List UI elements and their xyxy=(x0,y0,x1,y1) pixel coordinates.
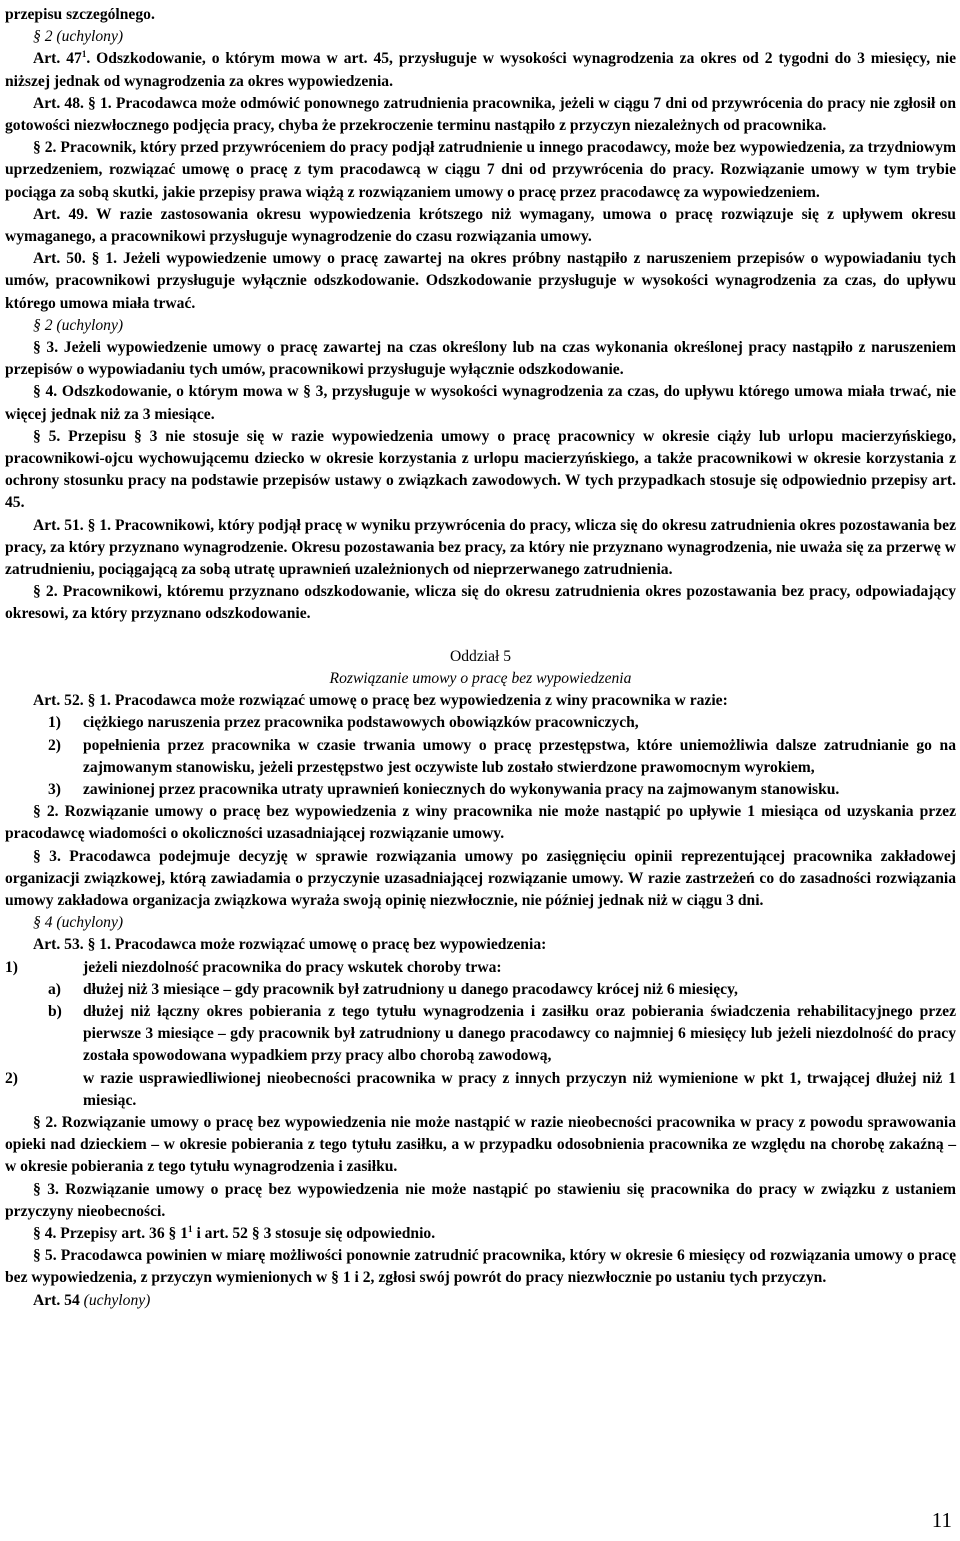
list-marker: b) xyxy=(48,1002,62,1020)
section-subheading: Rozwiązanie umowy o pracę bez wypowiedzenia xyxy=(329,669,632,687)
article-text: § 4. Przepisy art. 36 § 1 xyxy=(33,1224,189,1242)
list-marker: 3) xyxy=(48,780,61,798)
article-50-5: § 5. Przepisu § 3 nie stosuje się w razie wypowiedzenia umowy o pracę pracownicy w okresie ciąży lub urlopu macierzyńskiego, pracownikowi-ojcu wychowującemu dziecko w okresie korzystania z urlopu macierzyńskiego, a także pracownikowi w okresie korzystania z ochrony stosunku pracy na podstawie przepisów ustawy o związkach zawodowych. W tych przypadkach stosuje się odpowiednio przepisy art. 45. xyxy=(5,427,956,512)
section-heading: Oddział 5 xyxy=(449,647,512,665)
list-item xyxy=(5,779,956,801)
list-item-text: w razie usprawiedliwionej nieobecności pracownika w pracy z innych przyczyn niż wymienione w pkt 1, trwającej dłużej niż 1 miesiąc. xyxy=(83,1069,956,1109)
article-48-2: § 2. Pracownik, który przed przywróceniem do pracy podjął zatrudnienie u innego pracodawcy, może bez wypowiedzenia, za trzydniowym uprzedzeniem, rozwiązać umowę o pracę z tym pracodawcą w ciągu 7 dni od przywrócenia do pracy. Rozwiązanie umowy w tym trybie pociąga za sobą skutki, jakie przepisy prawa wiążą z rozwiązaniem umowy o pracę przez pracodawcę za wypowiedzeniem. xyxy=(5,139,956,201)
article-51-1: Art. 51. § 1. Pracownikowi, który podjął pracę w wyniku przywrócenia do pracy, wlicza się do okresu zatrudnienia okres pozostawania bez pracy, za który przyznano wynagrodzenie. Okresu pozostawania bez pracy, za który nie przyznano wynagrodzenia, nie uważa się za przerwę w zatrudnieniu, pociągającą za sobą utratę uprawnień uzależnionych od nieprzerwanego zatrudnienia. xyxy=(5,516,956,579)
article-54 xyxy=(5,1290,956,1312)
article-50-3: § 3. Jeżeli wypowiedzenie umowy o pracę zawartej na czas określony lub na czas wykonania określonej pracy nastąpiło z naruszeniem przepisów o wypowiadaniu tych umów, pracownikowi przysługuje wyłącznie odszkodowanie. xyxy=(5,339,956,379)
article-label: Art. 47 xyxy=(33,50,82,68)
article-51-2: § 2. Pracownikowi, któremu przyznano odszkodowanie, wlicza się do okresu zatrudnienia okres pozostawania bez pracy, odpowiadający okresowi, za który przyznano odszkodowanie. xyxy=(5,583,956,623)
list-item-text: dłużej niż 3 miesiące – gdy pracownik był zatrudniony u danego pracodawcy krócej niż 6 miesięcy, xyxy=(83,980,738,998)
list-item xyxy=(5,712,956,734)
paragraph-repealed: § 2 (uchylony) xyxy=(33,28,124,46)
article-label: Art. 54 xyxy=(33,1291,80,1309)
article-53-1: Art. 53. § 1. Pracodawca może rozwiązać umowę o pracę bez wypowiedzenia: xyxy=(33,936,547,954)
article-52-list xyxy=(5,712,956,801)
article-52-1: Art. 52. § 1. Pracodawca może rozwiązać umowę o pracę bez wypowiedzenia z winy pracownika w razie: xyxy=(33,692,728,710)
list-item-text: popełnienia przez pracownika w czasie trwania umowy o pracę przestępstwa, które uniemożliwia dalsze zatrudnianie go na zajmowanym stanowisku, jeżeli przestępstwo jest oczywiste lub zostało stwierdzone prawomocnym wyrokiem, xyxy=(83,736,956,776)
list-item xyxy=(5,1001,956,1068)
list-item xyxy=(5,1068,956,1112)
article-text: . Odszkodowanie, o którym mowa w art. 45, przysługuje w wysokości wynagrodzenia za okres od 2 tygodni do 3 miesięcy, nie niższej jednak od wynagrodzenia za okres wypowiedzenia. xyxy=(5,50,956,90)
list-item-text: dłużej niż łączny okres pobierania z tego tytułu wynagrodzenia i zasiłku oraz pobierania świadczenia rehabilitacyjnego przez pierwsze 3 miesiące – gdy pracownik był zatrudniony u danego pracodawcy co najmniej 6 miesięcy lub jeżeli niezdolność do pracy została spowodowana wypadkiem przy pracy albo chorobą zawodową, xyxy=(83,1002,956,1065)
article-53-sublist xyxy=(5,979,956,1068)
page-number: 11 xyxy=(931,1508,952,1532)
list-marker: a) xyxy=(48,980,61,998)
article-53-4 xyxy=(5,1223,956,1245)
article-53-5: § 5. Pracodawca powinien w miarę możliwości ponownie zatrudnić pracownika, który w okresie 6 miesięcy od rozwiązania umowy o pracę bez wypowiedzenia, z przyczyn wymienionych w § 1 i 2, zgłosi swój powrót do pracy niezwłocznie po ustaniu tych przyczyn. xyxy=(5,1247,956,1287)
article-53-2: § 2. Rozwiązanie umowy o pracę bez wypowiedzenia nie może nastąpić w razie nieobecności pracownika w pracy z powodu sprawowania opieki nad dzieckiem – w okresie pobierania z tego tytułu zasiłku, a w przypadku odosobnienia pracownika ze względu na chorobę zakaźną – w okresie pobierania z tego tytułu wynagrodzenia i zasiłku. xyxy=(5,1113,956,1176)
article-52-2: § 2. Rozwiązanie umowy o pracę bez wypowiedzenia z winy pracownika nie może nastąpić po upływie 1 miesiąca od uzyskania przez pracodawcę wiadomości o okoliczności uzasadniającej rozwiązanie umowy. xyxy=(5,803,956,843)
superscript: 1 xyxy=(188,1223,193,1234)
list-item-text: jeżeli niezdolność pracownika do pracy wskutek choroby trwa: xyxy=(83,958,502,976)
list-marker: 1) xyxy=(48,714,61,732)
article-47-1 xyxy=(5,48,956,92)
list-marker: 1) xyxy=(5,958,18,976)
article-50-2-repealed: § 2 (uchylony) xyxy=(33,316,124,334)
list-item-text: ciężkiego naruszenia przez pracownika podstawowych obowiązków pracowniczych, xyxy=(83,714,639,732)
article-53-list-cont xyxy=(5,1068,956,1112)
list-marker: 2) xyxy=(5,1069,18,1087)
article-text: i art. 52 § 3 stosuje się odpowiednio. xyxy=(192,1224,436,1242)
article-50-1: Art. 50. § 1. Jeżeli wypowiedzenie umowy o pracę zawartej na okres próbny nastąpiło z naruszeniem przepisów o wypowiadaniu tych umów, pracownikowi przysługuje wyłącznie odszkodowanie. Odszkodowanie przysługuje w wysokości wynagrodzenia za czas, do upływu którego umowa miała trwać. xyxy=(5,250,956,312)
list-item xyxy=(5,735,956,779)
article-49: Art. 49. W razie zastosowania okresu wypowiedzenia krótszego niż wymagany, umowa o pracę rozwiązuje się z upływem okresu wymaganego, a pracownikowi przysługuje wynagrodzenie do czasu rozwiązania umowy. xyxy=(5,205,956,246)
article-52-3: § 3. Pracodawca podejmuje decyzję w sprawie rozwiązania umowy po zasięgnięciu opinii reprezentującej pracownika zakładowej organizacji związkowej, którą zawiadamia o przyczynie uzasadniającej rozwiązanie umowy. W razie zastrzeżeń co do zasadności rozwiązania umowy zakładowa organizacja związkowa wyraża swoją opinię niezwłocznie, nie później jednak niż w ciągu 3 dni. xyxy=(5,847,956,909)
article-48-1: Art. 48. § 1. Pracodawca może odmówić ponownego zatrudnienia pracownika, jeżeli w ciągu 7 dni od przywrócenia do pracy nie zgłosił on gotowości niezwłocznego podjęcia pracy, chyba że przekroczenie terminu nastąpiło z przyczyn niezależnych od pracownika. xyxy=(5,94,956,135)
list-item xyxy=(5,979,956,1001)
list-item-text: zawinionej przez pracownika utraty uprawnień koniecznych do wykonywania pracy na zajmowanym stanowisku. xyxy=(83,780,840,798)
paragraph: przepisu szczególnego. xyxy=(5,6,155,23)
list-item xyxy=(5,957,956,979)
list-marker: 2) xyxy=(48,736,61,754)
article-53-list xyxy=(5,957,956,979)
superscript: 1 xyxy=(81,49,87,60)
article-text: (uchylony) xyxy=(79,1291,151,1309)
article-52-4-repealed: § 4 (uchylony) xyxy=(33,914,124,932)
article-53-3: § 3. Rozwiązanie umowy o pracę bez wypowiedzenia nie może nastąpić po stawieniu się pracownika do pracy w związku z ustaniem przyczyny nieobecności. xyxy=(5,1180,956,1220)
article-50-4: § 4. Odszkodowanie, o którym mowa w § 3, przysługuje w wysokości wynagrodzenia za czas, do upływu którego umowa miała trwać, nie więcej jednak niż za 3 miesiące. xyxy=(5,383,956,423)
